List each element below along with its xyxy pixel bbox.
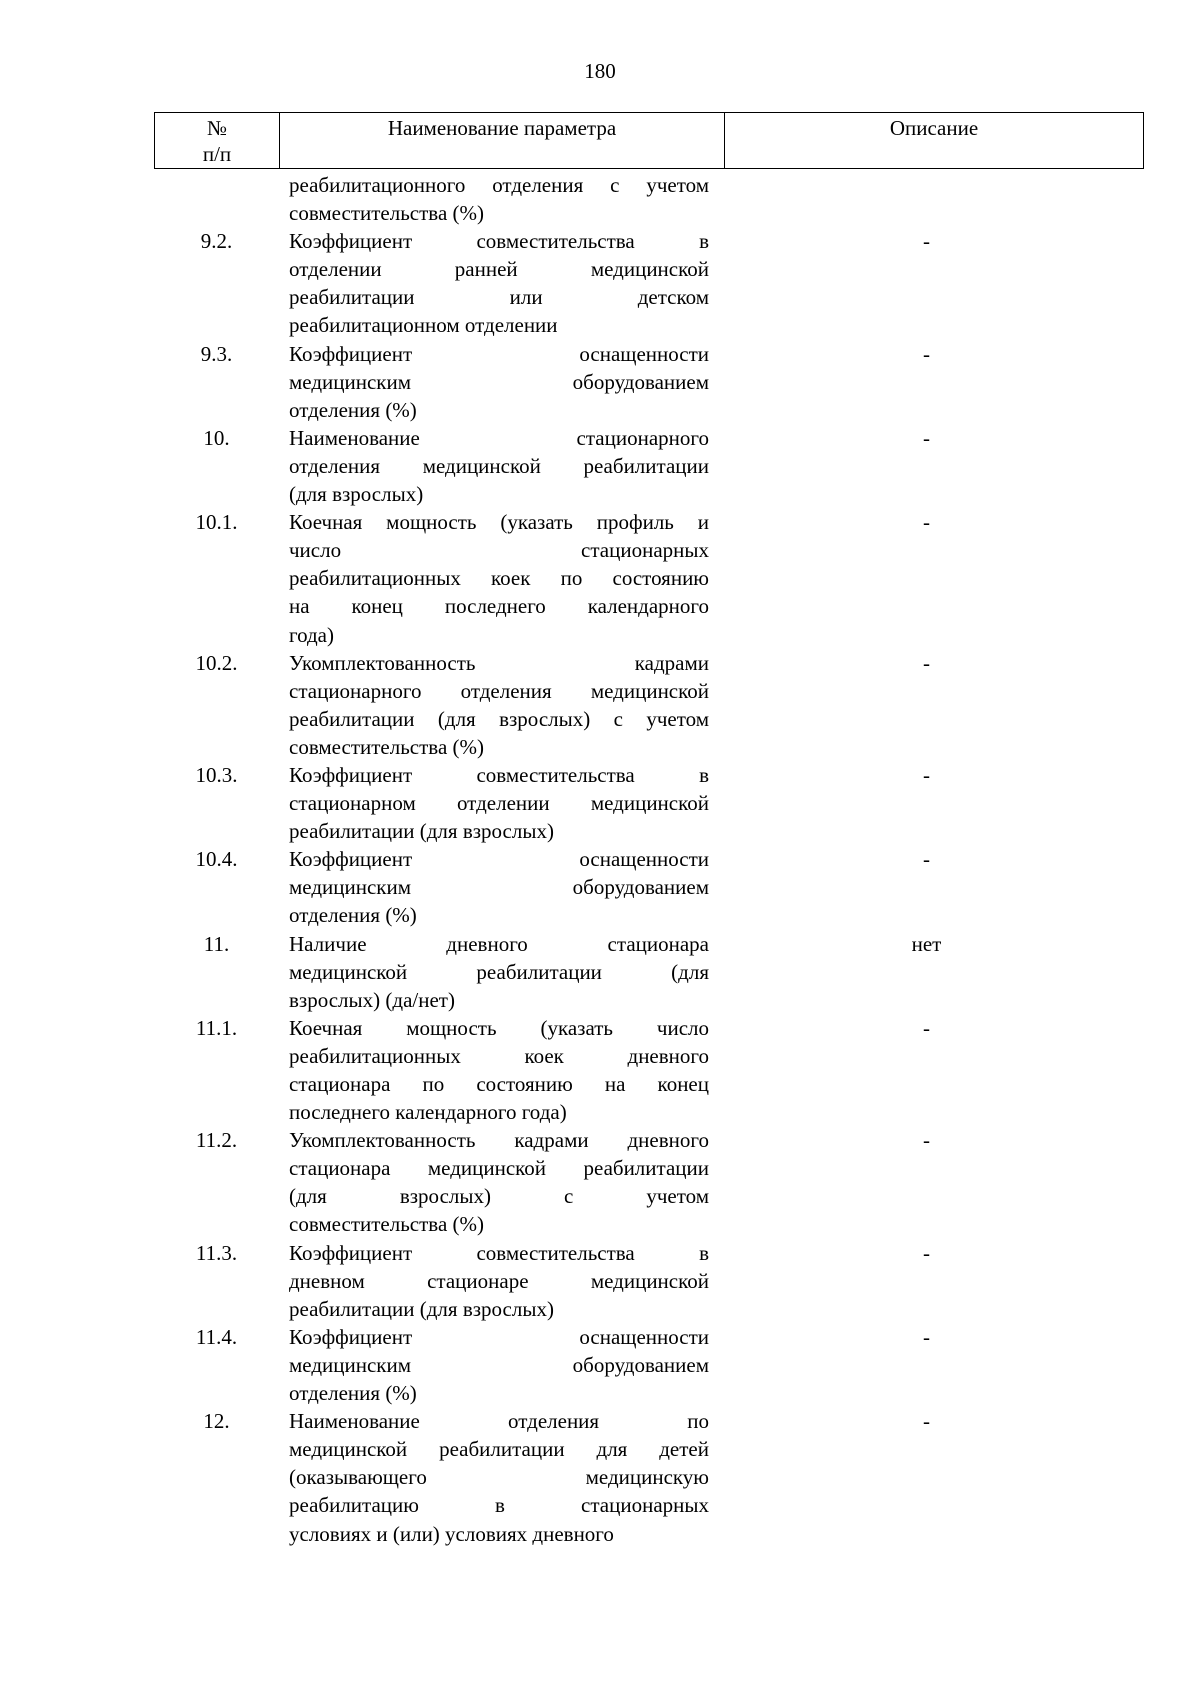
- parameter-name: [289, 761, 709, 845]
- row-number: 10.: [203, 425, 230, 450]
- parameter-name: [289, 424, 709, 508]
- header-parameter-name: Наименование параметра: [280, 113, 725, 168]
- table-row: [154, 1126, 1144, 1238]
- table-row: [154, 1407, 1144, 1547]
- description-value: -: [923, 425, 930, 450]
- table-body: [154, 171, 1144, 1548]
- parameter-name-line: (оказывающего медицинскую: [289, 1465, 709, 1490]
- row-number: 10.2.: [195, 650, 238, 675]
- description-value: -: [923, 1324, 930, 1349]
- parameter-name-line: дневном стационаре медицинской: [289, 1268, 709, 1293]
- description-value: -: [923, 847, 930, 872]
- parameter-name: [289, 340, 709, 424]
- parameter-name-line: (для взрослых) с учетом: [289, 1184, 709, 1209]
- row-number: 9.3.: [200, 341, 233, 366]
- row-number: 10.1.: [195, 510, 238, 535]
- header-number-abbrev: п/п: [202, 142, 232, 166]
- parameter-name-line: реабилитационных коек по состоянию: [289, 566, 709, 591]
- parameter-name: [289, 845, 709, 929]
- table-row: [154, 649, 1144, 761]
- parameter-name-line: года): [289, 622, 334, 647]
- parameter-name-line: Укомплектованность кадрами дневного: [289, 1128, 709, 1153]
- parameter-name: [289, 1323, 709, 1407]
- parameter-name-line: отделения (%): [289, 1381, 417, 1406]
- table-row: [154, 845, 1144, 929]
- description-value: нет: [911, 931, 942, 956]
- table-row: [154, 1014, 1144, 1126]
- parameter-name-line: медицинским оборудованием: [289, 875, 709, 900]
- parameter-name-line: реабилитации (для взрослых): [289, 1296, 554, 1321]
- row-number: 9.2.: [200, 229, 233, 254]
- parameter-name-line: Наименование стационарного: [289, 425, 709, 450]
- parameter-name-line: стационара по состоянию на конец: [289, 1072, 709, 1096]
- parameter-name-line: Укомплектованность кадрами: [289, 650, 709, 675]
- description-value: -: [923, 1128, 930, 1153]
- parameter-name-line: медицинским оборудованием: [289, 1352, 709, 1377]
- row-number: [154, 171, 279, 227]
- parameter-name-line: совместительства (%): [289, 201, 484, 226]
- parameter-name: [289, 1407, 709, 1547]
- parameter-name-line: Наличие дневного стационара: [289, 931, 709, 956]
- row-number: 11.: [203, 931, 230, 956]
- parameter-name-line: реабилитационном отделении: [289, 313, 558, 338]
- parameter-name-line: Коечная мощность (указать число: [289, 1015, 709, 1040]
- parameter-name-line: Коэффициент оснащенности: [289, 1324, 709, 1349]
- parameter-name-line: реабилитации (для взрослых): [289, 819, 554, 844]
- parameter-name-line: стационарного отделения медицинской: [289, 678, 709, 703]
- parameter-name-line: последнего календарного года): [289, 1100, 567, 1125]
- parameter-name: [289, 227, 709, 339]
- description-value: -: [923, 762, 930, 787]
- parameter-name-line: Коэффициент оснащенности: [289, 341, 709, 366]
- row-number: 11.3.: [195, 1240, 238, 1265]
- parameter-name-line: стационарном отделении медицинской: [289, 791, 709, 816]
- parameter-name-line: совместительства (%): [289, 1212, 484, 1237]
- row-number: 10.3.: [195, 762, 238, 787]
- parameter-name-line: взрослых) (да/нет): [289, 987, 455, 1012]
- header-number-column: [155, 113, 280, 168]
- description-value: -: [923, 1015, 930, 1040]
- description-value: -: [923, 1409, 930, 1434]
- description-value: -: [923, 341, 930, 366]
- parameter-name-line: Коэффициент совместительства в: [289, 229, 709, 254]
- table-row: [154, 171, 1144, 227]
- parameter-name-line: условиях и (или) условиях дневного: [289, 1521, 614, 1546]
- parameter-name-line: реабилитационных коек дневного: [289, 1043, 709, 1068]
- table-row: [154, 340, 1144, 424]
- parameter-name-line: отделения медицинской реабилитации: [289, 453, 709, 478]
- parameter-name-line: Коэффициент совместительства в: [289, 762, 709, 787]
- row-number: 10.4.: [195, 847, 238, 872]
- parameter-name-line: реабилитации или детском: [289, 285, 709, 310]
- row-number: 12.: [203, 1409, 230, 1434]
- description-value: -: [923, 510, 930, 535]
- parameter-name-line: (для взрослых): [289, 482, 424, 507]
- table-row: [154, 1239, 1144, 1323]
- row-number: 11.4.: [195, 1324, 238, 1349]
- table-row: [154, 424, 1144, 508]
- parameter-name: [289, 1014, 709, 1126]
- row-number: 11.2.: [195, 1128, 238, 1153]
- parameter-name-line: Наименование отделения по: [289, 1409, 709, 1434]
- row-number: 11.1.: [195, 1015, 238, 1040]
- description-value: -: [923, 1240, 930, 1265]
- table-row: [154, 508, 1144, 648]
- table-header: [154, 112, 1144, 169]
- parameter-name: [289, 930, 709, 1014]
- parameter-name-line: Коэффициент оснащенности: [289, 847, 709, 872]
- parameter-name-line: отделении ранней медицинской: [289, 257, 709, 282]
- parameter-name: [289, 1126, 709, 1238]
- parameter-name-line: медицинским оборудованием: [289, 369, 709, 394]
- table-row: [154, 227, 1144, 339]
- parameter-name-line: реабилитационного отделения с учетом: [289, 173, 709, 197]
- header-description: Описание: [889, 116, 979, 140]
- header-number-symbol: №: [206, 116, 228, 140]
- description-value: -: [923, 229, 930, 254]
- parameter-name: [289, 1239, 709, 1323]
- table-row: [154, 761, 1144, 845]
- parameter-name-line: число стационарных: [289, 538, 709, 563]
- parameter-name: [289, 508, 709, 648]
- parameter-name: [289, 171, 709, 227]
- parameter-name-line: отделения (%): [289, 903, 417, 928]
- parameter-name-line: совместительства (%): [289, 734, 484, 759]
- parameter-name-line: медицинской реабилитации для детей: [289, 1437, 709, 1462]
- parameter-name-line: реабилитацию в стационарных: [289, 1493, 709, 1518]
- table-row: [154, 930, 1144, 1014]
- parameter-name-line: стационара медицинской реабилитации: [289, 1156, 709, 1181]
- parameter-name-line: Коэффициент совместительства в: [289, 1240, 709, 1265]
- table-row: [154, 1323, 1144, 1407]
- parameter-name-line: Коечная мощность (указать профиль и: [289, 510, 709, 535]
- parameter-name-line: отделения (%): [289, 397, 417, 422]
- parameter-name: [289, 649, 709, 761]
- parameter-name-line: реабилитации (для взрослых) с учетом: [289, 706, 709, 731]
- parameter-name-line: на конец последнего календарного: [289, 594, 709, 619]
- parameter-name-line: медицинской реабилитации (для: [289, 959, 709, 984]
- page-number: 180: [584, 59, 616, 83]
- description-value: [709, 171, 1144, 227]
- description-value: -: [923, 650, 930, 675]
